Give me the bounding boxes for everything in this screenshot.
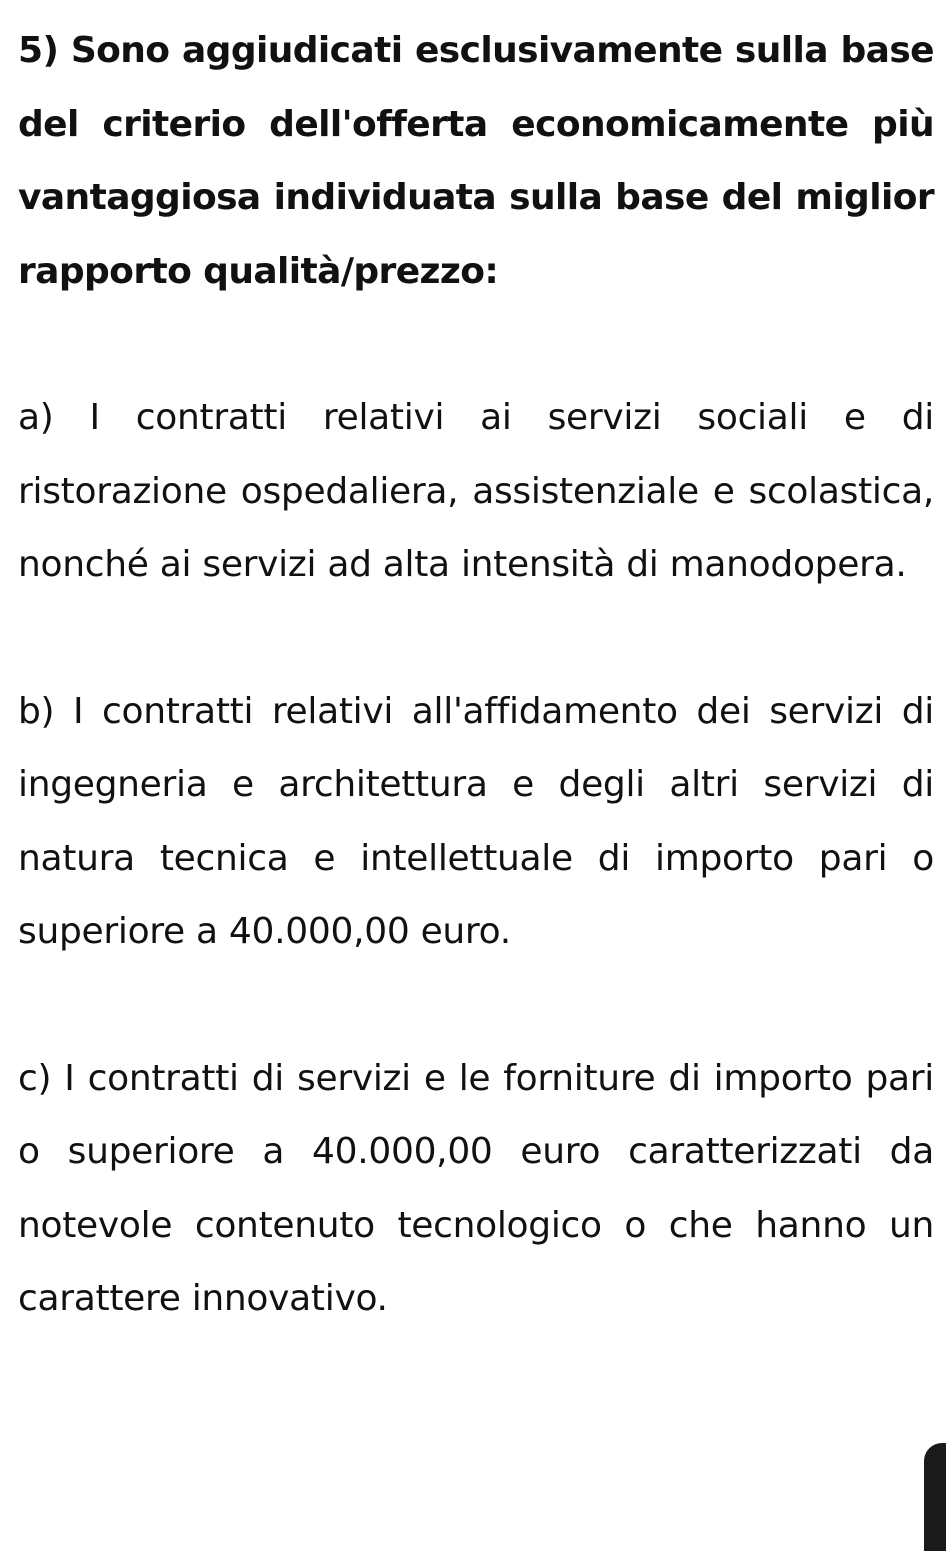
- clause-item-a: a) I contratti relativi ai servizi sociali e di ristorazione ospedaliera, assistenziale e scolastica, nonché ai servizi ad alta intensità di manodopera.: [18, 397, 934, 585]
- clause-item-c: c) I contratti di servizi e le forniture di importo pari o superiore a 40.000,00 euro caratterizzati da notevole contenuto tecnologico o che hanno un carattere innovativo.: [18, 1057, 934, 1319]
- clause-heading: 5) Sono aggiudicati esclusivamente sulla base del criterio dell'offerta economicamente più vantaggiosa individuata sulla base del miglior rapporto qualità/prezzo:: [18, 30, 934, 292]
- clause-item-b: b) I contratti relativi all'affidamento dei servizi di ingegneria e architettura e degli altri servizi di natura tecnica e intellettuale di importo pari o superiore a 40.000,00 euro.: [18, 690, 934, 952]
- scrollbar-thumb[interactable]: [924, 1443, 946, 1551]
- document-body: [18, 14, 934, 1409]
